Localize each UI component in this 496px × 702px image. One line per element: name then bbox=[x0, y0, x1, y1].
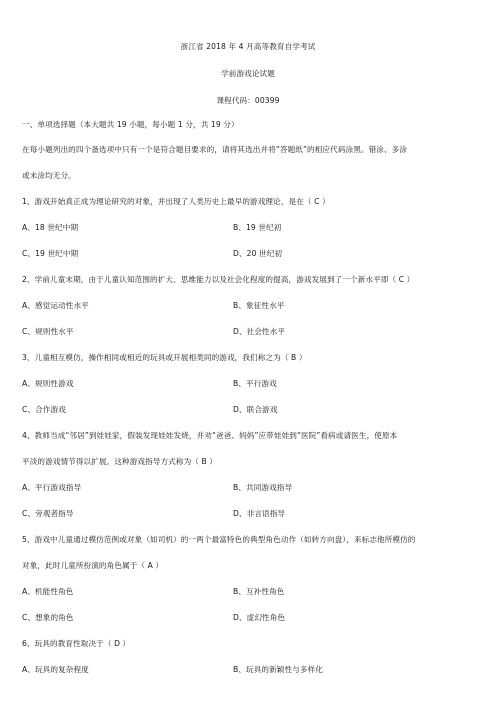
question-stem: 1、游戏开始真正成为理论研究的对象，并出现了人类历史上最早的游戏理论，是在（ C ） bbox=[22, 197, 330, 206]
option-a: A、感觉运动性水平 bbox=[22, 301, 89, 310]
option-c: C、旁观者指导 bbox=[22, 509, 74, 518]
question-stem: 3、儿童相互模仿，操作相同或相近的玩具或开展相类同的游戏，我们称之为（ B ） bbox=[22, 353, 307, 362]
course-code: 课程代码：00399 bbox=[216, 96, 280, 105]
option-a: A、规则性游戏 bbox=[22, 379, 74, 388]
question-stem: 5、游戏中儿童通过模仿范例或对象（如司机）的一两个最富特色的典型角色动作（如转方向盘），来标志他所模仿的 bbox=[22, 535, 416, 544]
option-a: A、玩具的复杂程度 bbox=[22, 665, 89, 674]
question-stem: 平淡的游戏情节得以扩展。这种游戏指导方式称为（ B ） bbox=[22, 457, 217, 466]
option-d: D、非言语指导 bbox=[233, 509, 286, 518]
option-b: B、19 世纪初 bbox=[233, 223, 282, 232]
option-a: A、18 世纪中期 bbox=[22, 223, 79, 232]
option-c: C、19 世纪中期 bbox=[22, 249, 79, 258]
question-stem: 6、玩具的教育性取决于（ D ） bbox=[22, 639, 131, 648]
option-a: A、机能性角色 bbox=[22, 587, 74, 596]
course-name: 学前游戏论试题 bbox=[221, 69, 275, 78]
section-instruction: 在每小题列出的四个备选项中只有一个是符合题目要求的，请将其选出并将“答题纸”的相应代码涂黑。错涂、多涂 bbox=[22, 145, 408, 154]
section-instruction: 或未涂均无分。 bbox=[22, 171, 76, 180]
option-d: D、虚幻性角色 bbox=[233, 613, 286, 622]
option-b: B、象征性水平 bbox=[233, 301, 285, 310]
question-stem: 4、教师当成“邻居”到娃娃家，假装发现娃娃发烧，并劝“爸爸、妈妈”应带娃娃到“医院”看病或请医生，使原本 bbox=[22, 431, 398, 440]
question-stem: 2、学前儿童末期，由于儿童认知范围的扩大、思维能力以及社会化程度的提高，游戏发展到了一个新水平即（ C ） bbox=[22, 275, 415, 284]
option-a: A、平行游戏指导 bbox=[22, 483, 82, 492]
section-heading: 一、单项选择题（本大题共 19 小题，每小题 1 分，共 19 分） bbox=[22, 120, 239, 129]
option-d: D、联合游戏 bbox=[233, 405, 278, 414]
option-c: C、想象的角色 bbox=[22, 613, 74, 622]
option-c: C、规则性水平 bbox=[22, 327, 74, 336]
question-stem: 对象，此时儿童所扮演的角色属于（ A ） bbox=[22, 561, 164, 570]
option-b: B、平行游戏 bbox=[233, 379, 277, 388]
option-b: B、玩具的新颖性与多样化 bbox=[233, 665, 323, 674]
exam-title: 浙江省 2018 年 4 月高等教育自学考试 bbox=[180, 42, 316, 51]
option-b: B、互补性角色 bbox=[233, 587, 285, 596]
option-c: C、合作游戏 bbox=[22, 405, 66, 414]
option-d: D、社会性水平 bbox=[233, 327, 286, 336]
option-d: D、20 世纪初 bbox=[233, 249, 283, 258]
option-b: B、共同游戏指导 bbox=[233, 483, 293, 492]
